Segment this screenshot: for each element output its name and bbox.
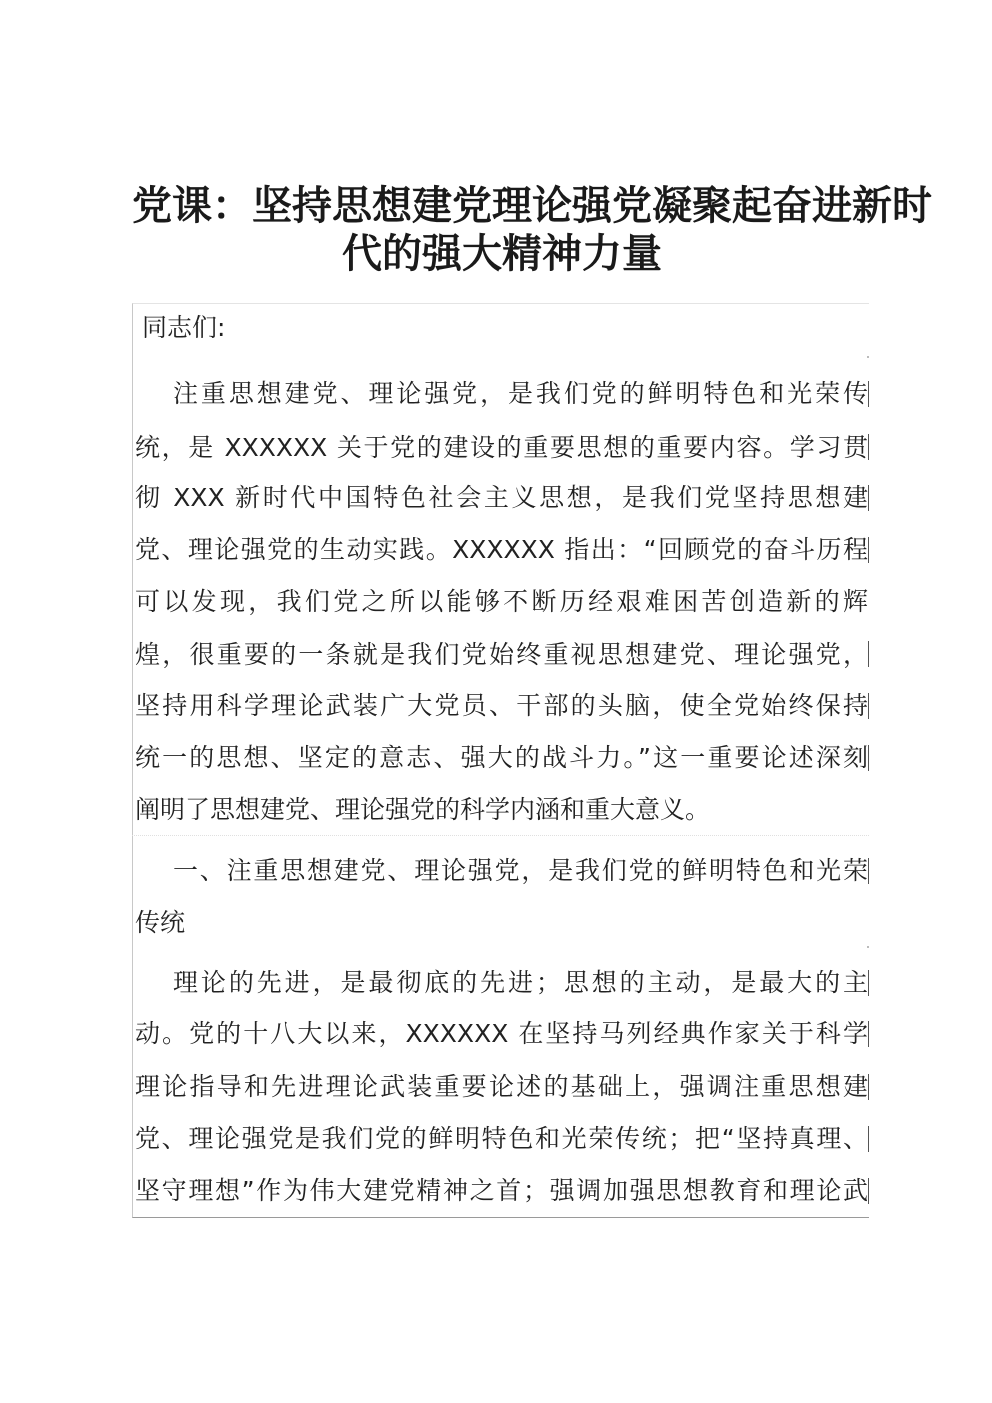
paragraph-divider (132, 835, 869, 836)
paragraph-1-line: 统，是 XXXXXX 关于党的建设的重要思想的重要内容。学习贯 (135, 433, 868, 462)
paragraph-2-line: 动。党的十八大以来，XXXXXX 在坚持马列经典作家关于科学 (135, 1019, 868, 1048)
document-title-line-2: 代的强大精神力量 (342, 231, 662, 277)
right-margin-bar (868, 537, 869, 563)
paragraph-2-line: 党、理论强党是我们党的鲜明特色和光荣传统；把“坚持真理、 (135, 1124, 868, 1153)
paragraph-1-line: 注重思想建党、理论强党，是我们党的鲜明特色和光荣传 (173, 379, 868, 408)
paragraph-1-line: 坚持用科学理论武装广大党员、干部的头脑，使全党始终保持 (135, 691, 868, 720)
salutation: 同志们: (142, 313, 226, 342)
paragraph-2-line: 理论指导和先进理论武装重要论述的基础上，强调注重思想建 (135, 1072, 868, 1101)
right-margin-bar (868, 970, 869, 996)
right-margin-bar (868, 1021, 869, 1047)
right-margin-bar (868, 858, 869, 884)
divider-mark (867, 946, 869, 948)
paragraph-1-line: 彻 XXX 新时代中国特色社会主义思想，是我们党坚持思想建 (135, 483, 868, 512)
right-margin-bar (868, 641, 869, 667)
right-margin-bar (868, 693, 869, 719)
divider-mark (867, 356, 869, 358)
right-margin-bar (868, 381, 869, 407)
right-margin-bar (868, 434, 869, 460)
paragraph-1-line: 阐明了思想建党、理论强党的科学内涵和重大意义。 (135, 795, 711, 824)
document-title-line-1: 党课：坚持思想建党理论强党凝聚起奋进新时 (132, 183, 932, 229)
paragraph-1-line: 煌，很重要的一条就是我们党始终重视思想建党、理论强党， (135, 640, 868, 669)
paragraph-2-line: 坚守理想”作为伟大建党精神之首；强调加强思想教育和理论武 (135, 1176, 868, 1205)
right-margin-bar (868, 1074, 869, 1100)
section-heading-line: 一、注重思想建党、理论强党，是我们党的鲜明特色和光荣 (173, 856, 868, 885)
section-heading-line: 传统 (135, 908, 186, 937)
paragraph-1-line: 党、理论强党的生动实践。XXXXXX 指出：“回顾党的奋斗历程 (135, 535, 868, 564)
paragraph-1-line: 可以发现，我们党之所以能够不断历经艰难困苦创造新的辉 (135, 587, 868, 616)
paragraph-2-line: 理论的先进，是最彻底的先进；思想的主动，是最大的主 (173, 968, 868, 997)
paragraph-1-line: 统一的思想、坚定的意志、强大的战斗力。”这一重要论述深刻 (135, 743, 868, 772)
right-margin-bar (868, 745, 869, 771)
right-margin-bar (868, 1126, 869, 1152)
right-margin-bar (868, 485, 869, 511)
right-margin-bar (868, 1178, 869, 1204)
